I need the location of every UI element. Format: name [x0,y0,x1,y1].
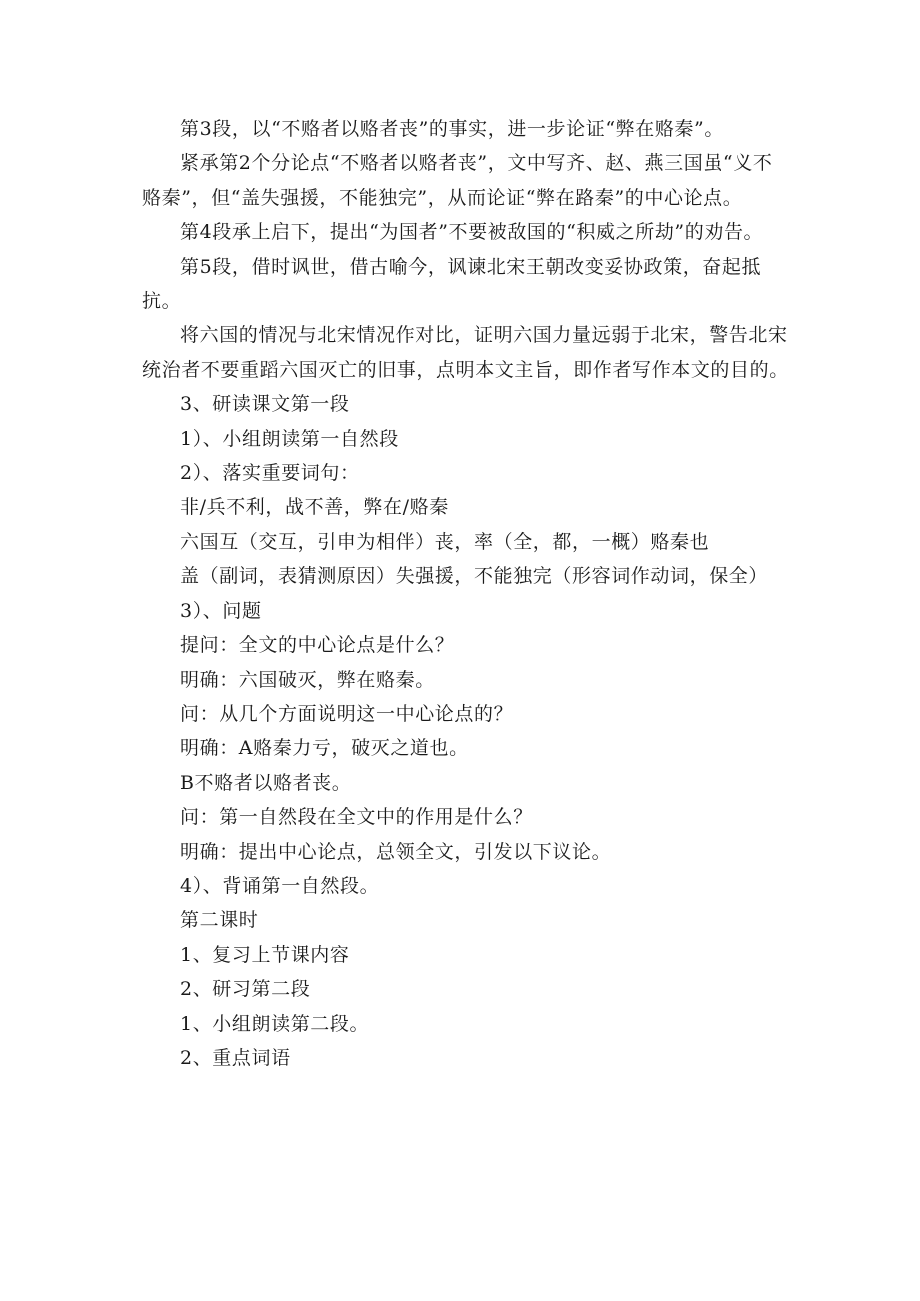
text-line: 明确：提出中心论点，总领全文，引发以下议论。 [180,840,612,863]
text-line: 提问：全文的中心论点是什么？ [180,634,455,657]
list-item: 2）、落实重要词句： [180,462,360,485]
section-heading: 3、研读课文第一段 [180,393,350,416]
list-item: 1）、小组朗读第一自然段 [180,427,399,450]
list-item: 1、复习上节课内容 [180,943,350,966]
list-item: 2、重点词语 [180,1046,291,1069]
text-line: 六国互（交互，引申为相伴）丧，率（全，都，一概）赂秦也 [180,530,710,553]
paragraph: 紧承第2个分论点“不赂者以赂者丧”，文中写齐、赵、燕三国虽“义不赂秦”，但“盖失强援，不能独完”，从而论证“弊在路秦”的中心论点。 [142,152,773,209]
paragraph: 第4段承上启下，提出“为国者”不要被敌国的“积威之所劫”的劝告。 [180,221,764,244]
paragraph: 第5段，借时讽世，借古喻今，讽谏北宋王朝改变妥协政策，奋起抵抗。 [142,255,762,313]
text-line: 明确：六国破灭，弊在赂秦。 [180,668,435,691]
text-line: 盖（副词，表猜测原因）失强援，不能独完（形容词作动词，保全） [180,565,769,588]
list-item: 1、小组朗读第二段。 [180,1012,370,1035]
text-line: 非/兵不利，战不善，弊在/赂秦 [180,496,449,519]
document-body [142,112,792,1075]
list-item: 3）、问题 [180,599,262,622]
text-line: B不赂者以赂者丧。 [180,771,352,794]
list-item: 2、研习第二段 [180,978,311,1001]
list-item: 4）、背诵第一自然段。 [180,874,380,897]
text-line: 问：第一自然段在全文中的作用是什么？ [180,806,533,829]
paragraph: 第3段，以“不赂者以赂者丧”的事实，进一步论证“弊在赂秦”。 [180,118,724,140]
section-heading: 第二课时 [180,909,259,932]
text-line: 明确：A赂秦力亏，破灭之道也。 [180,737,469,760]
text-line: 问：从几个方面说明这一中心论点的？ [180,702,514,725]
paragraph: 将六国的情况与北宋情况作对比，证明六国力量远弱于北宋，警告北宋统治者不要重蹈六国灭亡的旧事，点明本文主旨，即作者写作本文的目的。 [142,324,789,381]
